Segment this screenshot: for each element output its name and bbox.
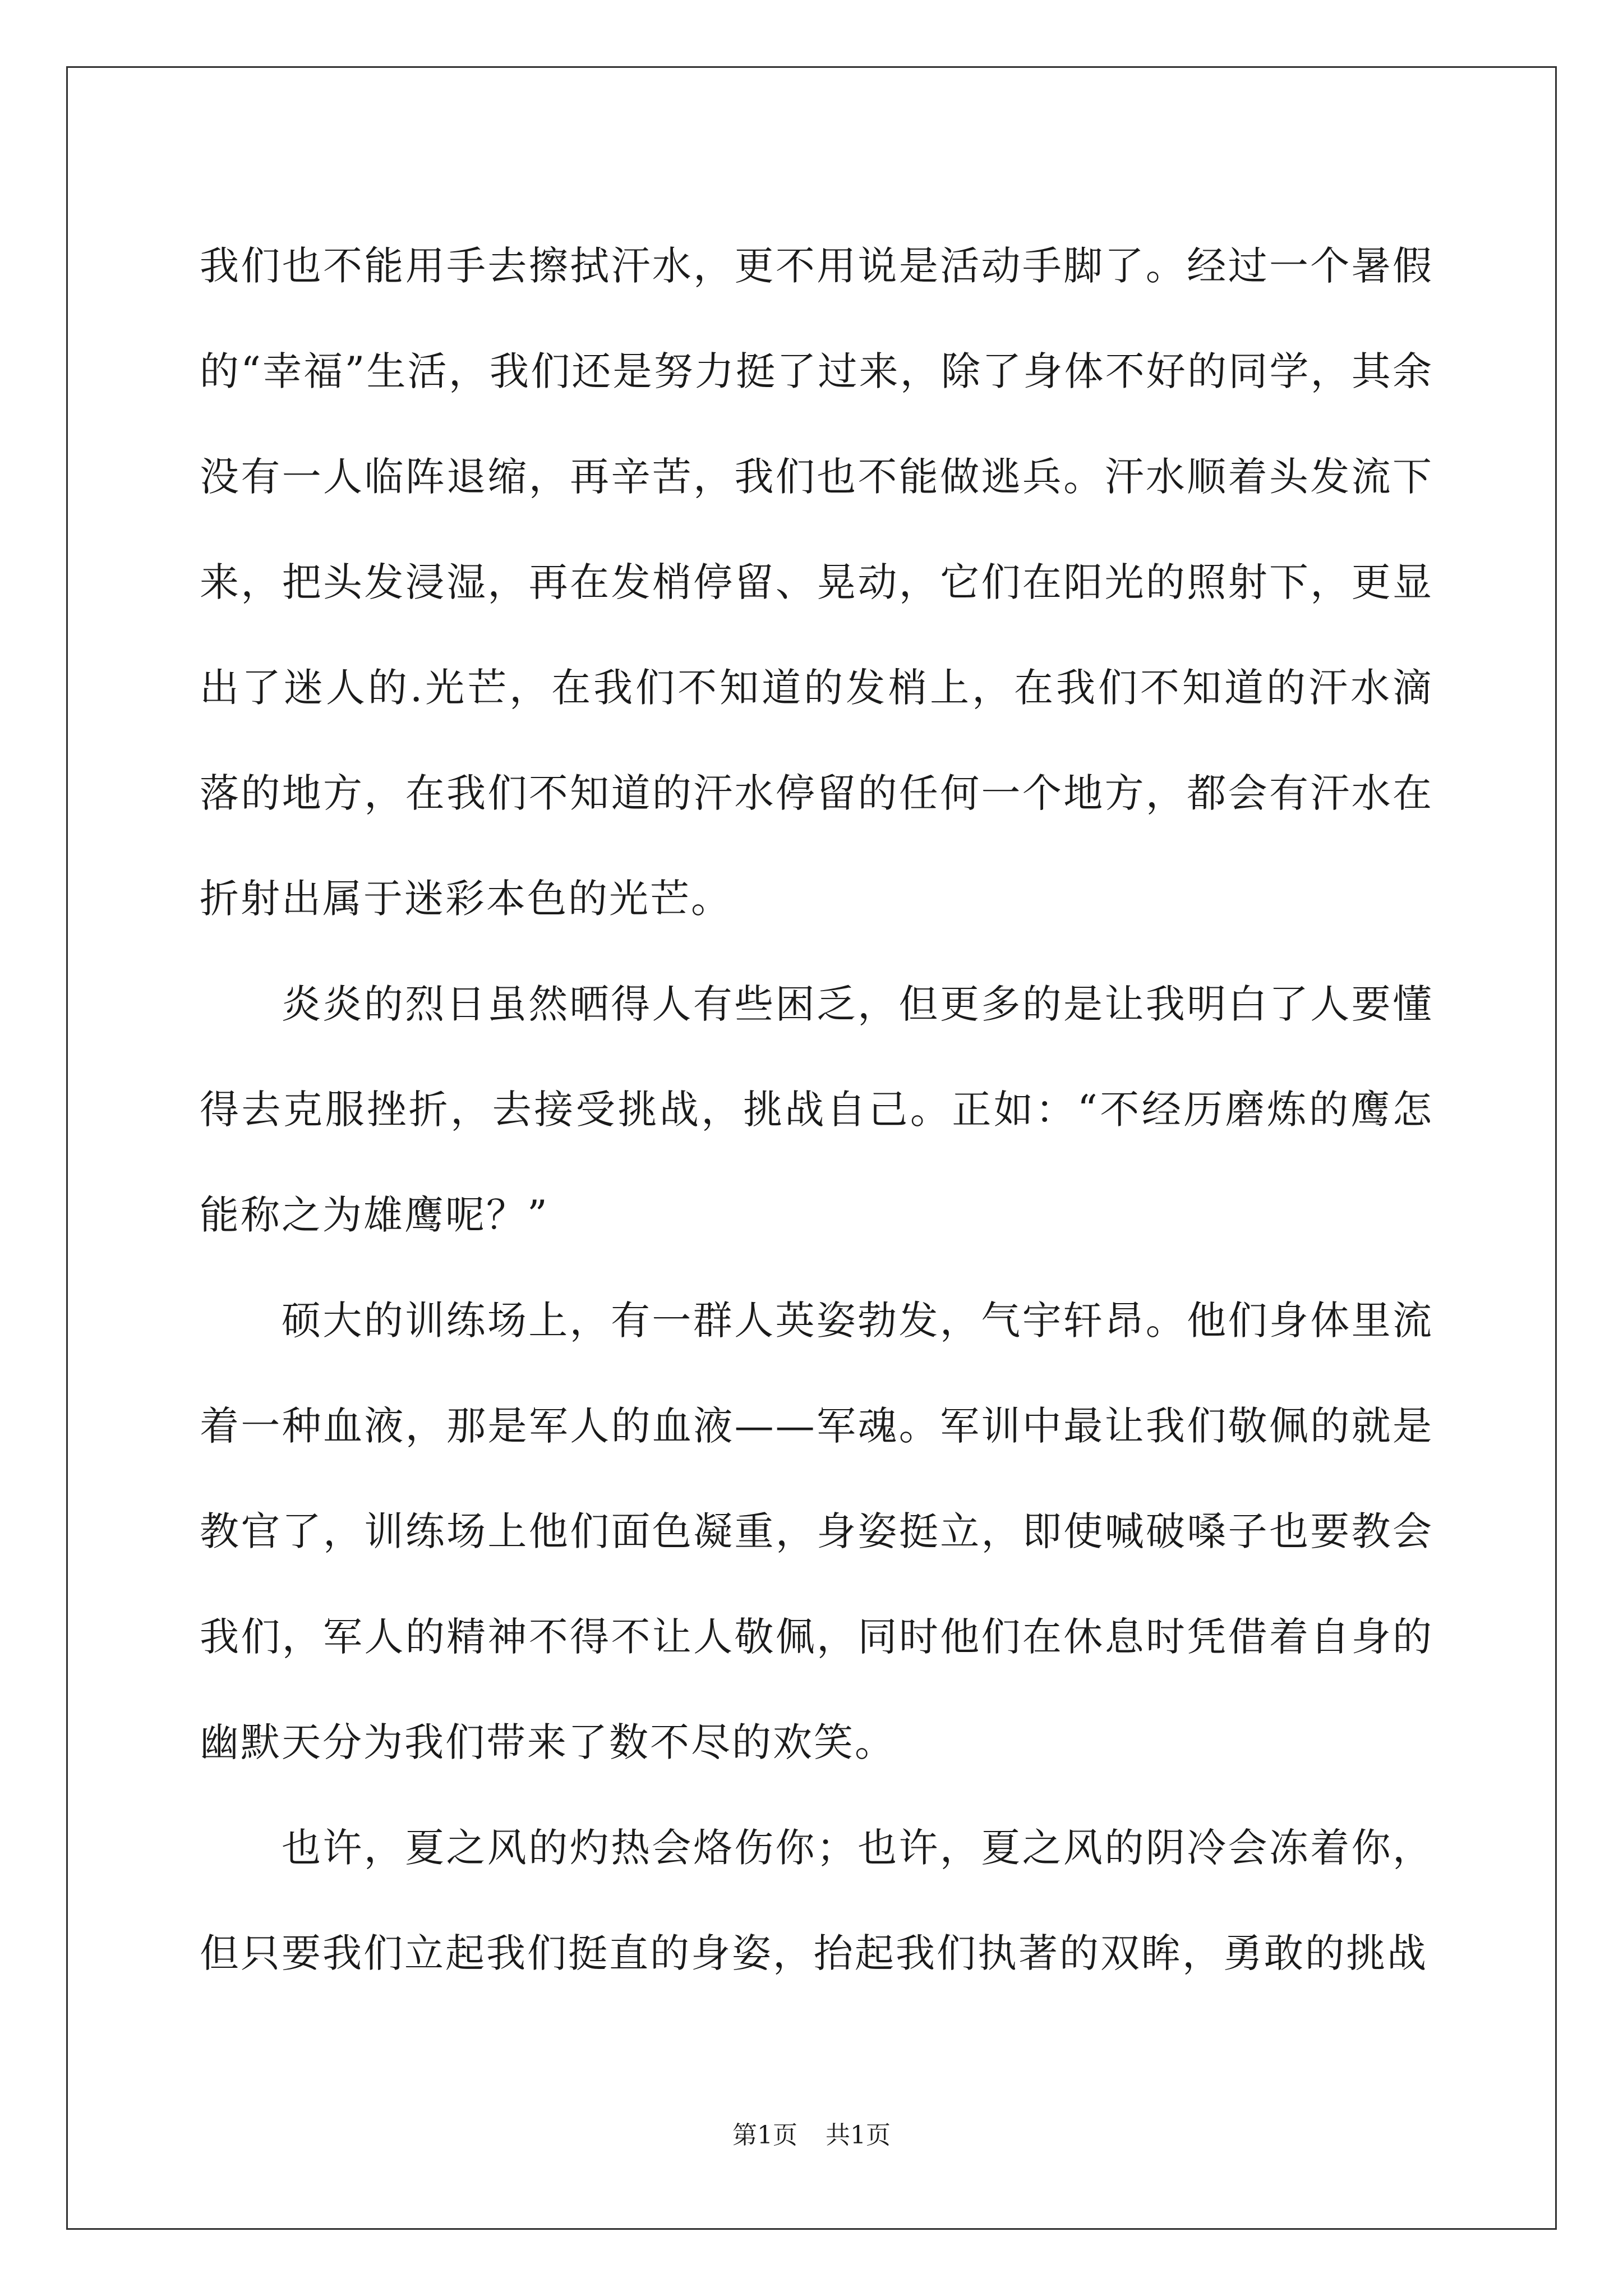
document-body [200, 213, 1433, 2006]
paragraph-3: 硕大的训练场上，有一群人英姿勃发，气宇轩昂。他们身体里流着一种血液，那是军人的血液——军魂。军训中最让我们敬佩的就是教官了，训练场上他们面色凝重，身姿挺立，即使喊破嗓子也要教会我们，军人的精神不得不让人敬佩，同时他们在休息时凭借着自身的幽默天分为我们带来了数不尽的欢笑。 [200, 1297, 1433, 1765]
page-number-current: 第1页 [732, 2121, 797, 2150]
paragraph-1: 我们也不能用手去擦拭汗水，更不用说是活动手脚了。经过一个暑假的“幸福”生活，我们还是努力挺了过来，除了身体不好的同学，其余没有一人临阵退缩，再辛苦，我们也不能做逃兵。汗水顺着头发流下来，把头发浸湿，再在发梢停留、晃动，它们在阳光的照射下，更显出了迷人的.光芒，在我们不知道的发梢上，在我们不知道的汗水滴落的地方，在我们不知道的汗水停留的任何一个地方，都会有汗水在折射出属于迷彩本色的光芒。 [200, 243, 1433, 922]
paragraph-2: 炎炎的烈日虽然晒得人有些困乏，但更多的是让我明白了人要懂得去克服挫折，去接受挑战，挑战自己。正如：“不经历磨炼的鹰怎能称之为雄鹰呢？” [200, 981, 1433, 1238]
paragraph-4: 也许，夏之风的灼热会烙伤你；也许，夏之风的阴冷会冻着你，但只要我们立起我们挺直的身姿，抬起我们执著的双眸，勇敢的挑战 [200, 1825, 1433, 1976]
page-number-total: 共1页 [826, 2121, 891, 2150]
page-footer [0, 2115, 1623, 2151]
